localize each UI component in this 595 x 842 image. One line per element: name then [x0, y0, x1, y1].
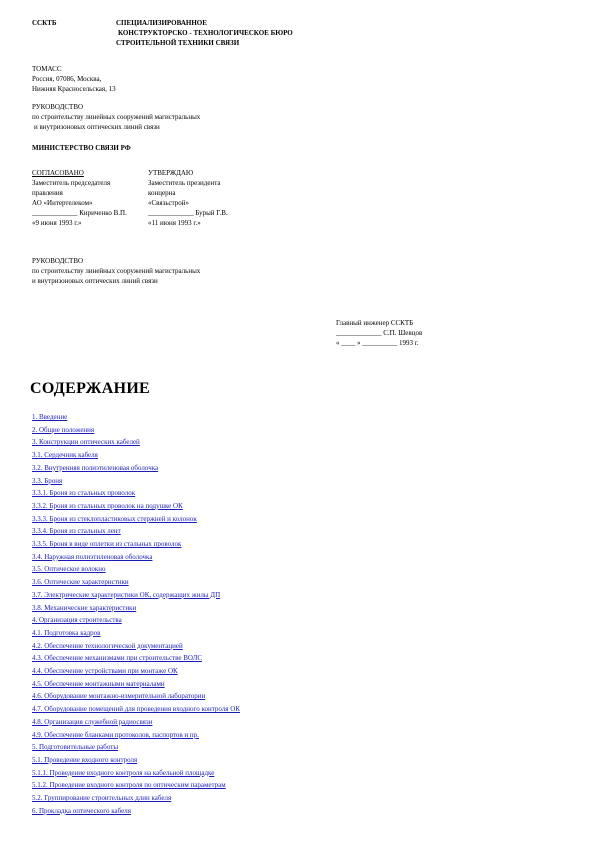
approval-date: «9 июня 1993 г.»: [32, 219, 82, 227]
toc-link[interactable]: 5. Подготовительные работы: [32, 743, 119, 752]
toc-link[interactable]: 4.8. Организация служебной радиосвязи: [32, 717, 153, 726]
approval-line: «Связьстрой»: [148, 199, 190, 207]
toc-link[interactable]: 3.6. Оптические характеристики: [32, 578, 129, 587]
toc-link[interactable]: 3.2. Внутренняя полиэтиленовая оболочка: [32, 463, 159, 472]
approval-agreed-block: [32, 168, 127, 228]
approval-line: концерна: [148, 189, 176, 197]
toc-link[interactable]: 3.4. Наружная полиэтиленовая оболочка: [32, 552, 153, 561]
address-line: Россия, 07086, Москва,: [32, 75, 102, 83]
toc-link[interactable]: 3.5. Оптическое волокно: [32, 565, 106, 574]
ministry-name: МИНИСТЕРСТВО СВЯЗИ РФ: [32, 144, 131, 152]
approval-line: Заместитель президента: [148, 179, 221, 187]
toc-link[interactable]: 4.3. Обеспечение механизмами при строительстве ВОЛС: [32, 654, 203, 663]
toc-link[interactable]: 3.3.1. Броня из стальных проволок: [32, 489, 136, 498]
org-short-name: ССКТБ: [32, 19, 57, 27]
approval-line: правления: [32, 189, 63, 197]
document-subtitle: и внутризоновых оптических линий связи: [34, 123, 160, 131]
address-line: Нижняя Красносельская, 13: [32, 85, 116, 93]
toc-link[interactable]: 3.3.3. Броня из стеклопластиковых стержней и колонок: [32, 514, 197, 523]
toc-link[interactable]: 5.1. Проведение входного контроля: [32, 755, 138, 764]
document-subtitle: по строительству линейных сооружений магистральных: [32, 113, 201, 121]
document-title-block: [32, 102, 200, 132]
toc-link[interactable]: 6. Прокладка оптического кабеля: [32, 806, 131, 815]
toc-link[interactable]: 4.9. Обеспечение бланками протоколов, паспортов и пр.: [32, 730, 199, 739]
approval-heading: УТВЕРЖДАЮ: [148, 169, 194, 177]
address-block: [32, 64, 116, 94]
approval-signature: _____________ Кириченко В.П.: [32, 209, 127, 217]
approval-heading: СОГЛАСОВАНО: [32, 169, 84, 177]
chief-engineer-block: [336, 318, 422, 348]
document-title-block: [32, 256, 200, 286]
approval-line: Заместитель председателя: [32, 179, 111, 187]
org-full-name: [116, 18, 293, 48]
org-line: СТРОИТЕЛЬНОЙ ТЕХНИКИ СВЯЗИ: [116, 39, 240, 47]
toc-link[interactable]: 2. Общие положения: [32, 425, 95, 434]
approval-approved-block: [148, 168, 228, 228]
toc-link[interactable]: 3.1. Сердечник кабеля: [32, 451, 98, 460]
approval-signature: _____________ Бурый Г.В.: [148, 209, 228, 217]
document-heading: РУКОВОДСТВО: [32, 257, 84, 265]
approval-date: «11 июня 1993 г.»: [148, 219, 201, 227]
toc-link[interactable]: 3.7. Электрические характеристики ОК, содержащих жилы ДП: [32, 590, 221, 599]
toc-link[interactable]: 4.2. Обеспечение технологической документацией: [32, 641, 183, 650]
toc-link[interactable]: 4.5. Обеспечение монтажными материалами: [32, 679, 165, 688]
toc-link[interactable]: 4.7. Оборудование помещений для проведения входного контроля ОК: [32, 705, 241, 714]
table-of-contents: [32, 411, 240, 818]
toc-link[interactable]: 4.4. Обеспечение устройствами при монтаже ОК: [32, 667, 178, 676]
chief-title: Главный инженер ССКТБ: [336, 319, 414, 327]
toc-link[interactable]: 4. Организация строительства: [32, 616, 122, 625]
toc-link[interactable]: 3.3.4. Броня из стальных лент: [32, 527, 121, 536]
toc-link[interactable]: 3.8. Механические характеристики: [32, 603, 137, 612]
org-line: СПЕЦИАЛИЗИРОВАННОЕ: [116, 19, 207, 27]
toc-link[interactable]: 4.1. Подготовка кадров: [32, 628, 101, 637]
toc-link[interactable]: 5.2. Группирование строительных длин кабеля: [32, 794, 172, 803]
chief-date: « ____ » __________ 1993 г.: [336, 339, 419, 347]
contents-title: СОДЕРЖАНИЕ: [30, 380, 151, 397]
toc-link[interactable]: 3.3.5. Броня в виде оплетки из стальных проволок: [32, 540, 182, 549]
toc-link[interactable]: 5.1.2. Проведение входного контроля по оптическим параметрам: [32, 781, 226, 790]
toc-link[interactable]: 1. Введение: [32, 413, 68, 421]
approval-line: АО «Интертелеком»: [32, 199, 93, 207]
toc-link[interactable]: 4.6. Оборудование монтажно-измерительной лаборатории: [32, 692, 206, 701]
toc-link[interactable]: 3.3. Броня: [32, 476, 63, 485]
toc-link[interactable]: 3.3.2. Броня из стальных проволок на подушке ОК: [32, 501, 183, 510]
document-subtitle: по строительству линейных сооружений магистральных: [32, 267, 201, 275]
chief-signature: _____________ С.П. Шевцов: [336, 329, 423, 337]
document-heading: РУКОВОДСТВО: [32, 103, 84, 111]
address-name: ТОМАСС: [32, 65, 62, 73]
toc-link[interactable]: 5.1.1. Проведение входного контроля на кабельной площадке: [32, 768, 215, 777]
document-subtitle: и внутризоновых оптических линий связи: [32, 277, 158, 285]
org-line: КОНСТРУКТОРСКО - ТЕХНОЛОГИЧЕСКОЕ БЮРО: [118, 29, 293, 37]
toc-link[interactable]: 3. Конструкции оптических кабелей: [32, 438, 140, 447]
